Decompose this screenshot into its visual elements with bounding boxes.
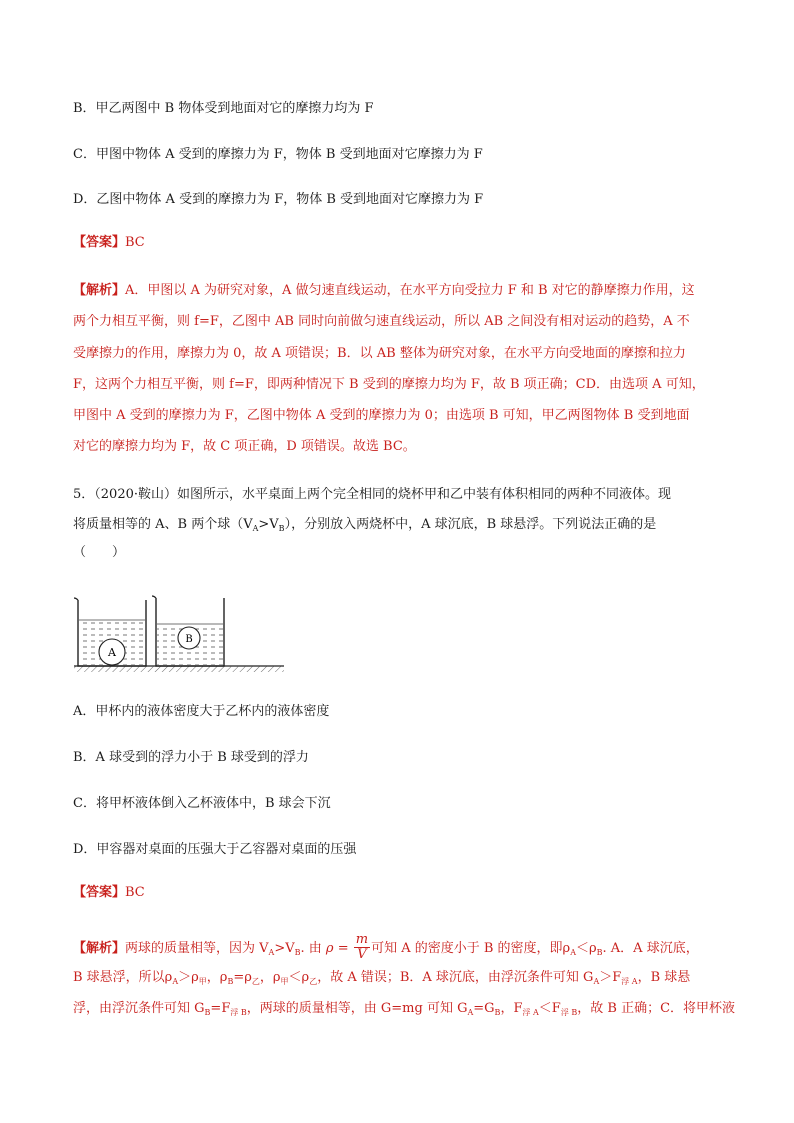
table-hatch — [74, 666, 284, 672]
ball-a-label: A — [108, 646, 116, 659]
beaker-yi — [152, 596, 224, 666]
answer-value: BC — [125, 885, 145, 900]
q4-exp-line-2: 两个力相互平衡，则 f=F，乙图中 AB 同时向前做匀速直线运动，所以 AB 之间没有相对运动的趋势，A 不 — [73, 314, 690, 329]
ball-b-label: B — [185, 634, 193, 645]
explanation-tag: 【解析】 — [73, 941, 126, 956]
q5-option-a: A．甲杯内的液体密度大于乙杯内的液体密度 — [73, 704, 330, 719]
q4-exp-line-3: 受摩擦力的作用，摩擦力为 0，故 A 项错误；B．以 AB 整体为研究对象，在水平方向受地面的摩擦和拉力 — [73, 346, 686, 361]
beaker-figure — [74, 590, 284, 675]
answer-tag: 【答案】 — [73, 235, 126, 250]
q5-exp-line-1: 【解析】两球的质量相等，因为 $V_A>V_B$. 由 ρ = $\frac{m}{V}$ 可知 A 的密度小于 B 的密度，即$\rho_A<\rho_B$. A．A 球沉底， — [73, 932, 699, 962]
beaker-jia — [74, 598, 146, 666]
density-fraction: $\frac{m}{V}$ — [355, 932, 369, 962]
q5-answer — [73, 885, 145, 901]
q5-option-d: D．甲容器对桌面的压强大于乙容器对桌面的压强 — [73, 842, 357, 857]
q4-option-c: C．甲图中物体 A 受到的摩擦力为 F，物体 B 受到地面对它摩擦力为 F — [73, 147, 483, 162]
q5-option-b: B．A 球受到的浮力小于 B 球受到的浮力 — [73, 750, 309, 765]
q5-stem-line-2: 将质量相等的 A、B 两个球$(V_A>V_B)$，分别放入两烧杯中，A 球沉底，B 球悬浮。下列说法正确的是 — [73, 517, 657, 533]
explanation-tag: 【解析】 — [73, 283, 126, 298]
q4-exp-line-4: F，这两个力相互平衡，则 f=F，即两种情况下 B 受到的摩擦力均为 F，故 B 项正确；CD．由选项 A 可知， — [73, 377, 705, 392]
q5-stem-blank: （ ） — [73, 545, 126, 560]
q5-stem-line-1: 5．（2020·鞍山）如图所示，水平桌面上两个完全相同的烧杯甲和乙中装有体积相同的两种不同液体。现 — [73, 487, 671, 502]
q4-option-b: B．甲乙两图中 B 物体受到地面对它的摩擦力均为 F — [73, 101, 374, 116]
q4-exp-line-1 — [73, 283, 695, 299]
q5-exp-line-3: 浮，由浮沉条件可知 $G_B=F_{浮 B}$，两球的质量相等，由 G=mg 可知 $G_A=G_B$，$F_{浮 A}<F_{浮 B}$，故 B 正确；C．将甲杯液 — [73, 1001, 736, 1017]
q4-exp-line-5: 甲图中 A 受到的摩擦力为 F，乙图中物体 A 受到的摩擦力为 0；由选项 B 可知，甲乙两图物体 B 受到地面 — [73, 408, 690, 423]
q4-answer — [73, 235, 145, 251]
q5-exp-line-2: B 球悬浮，所以$\rho_A>\rho_甲$，$\rho_B=\rho_乙$，$\rho_甲<\rho_乙$，故 A 错误；B．A 球沉底，由浮沉条件可知 $G_A>F_{浮 A}$，B 球悬 — [73, 970, 691, 986]
q4-exp-line-6: 对它的摩擦力均为 F，故 C 项正确，D 项错误。故选 BC。 — [73, 439, 416, 454]
q5-option-c: C．将甲杯液体倒入乙杯液体中，B 球会下沉 — [73, 796, 331, 811]
answer-tag: 【答案】 — [73, 885, 126, 900]
q4-option-d: D．乙图中物体 A 受到的摩擦力为 F，物体 B 受到地面对它摩擦力为 F — [73, 192, 484, 207]
q4-exp-text-1: A．甲图以 A 为研究对象，A 做匀速直线运动，在水平方向受拉力 F 和 B 对它的静摩擦力作用，这 — [125, 283, 695, 298]
answer-value: BC — [125, 235, 145, 250]
